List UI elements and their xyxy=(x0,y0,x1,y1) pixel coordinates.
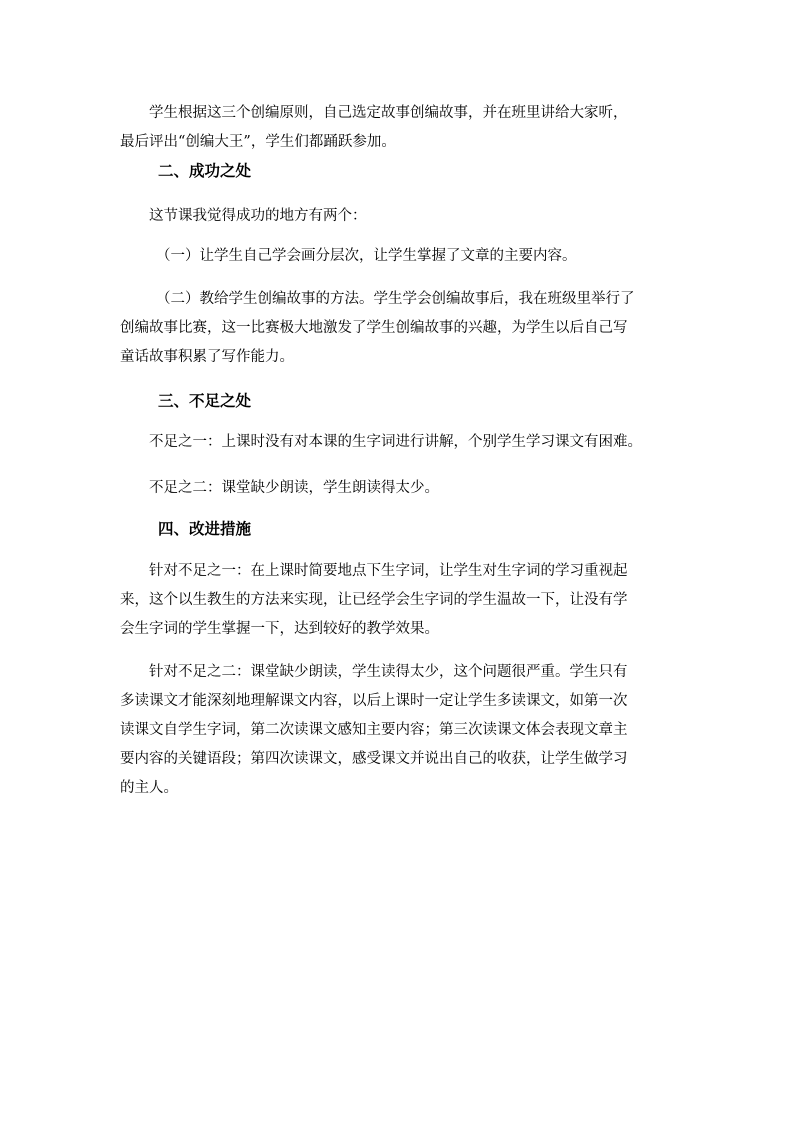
paragraph-line: 创编故事比赛，这一比赛极大地激发了学生创编故事的兴趣，为学生以后自己写 xyxy=(120,320,628,336)
paragraph-line: （一）让学生自己学会画分层次，让学生掌握了文章的主要内容。 xyxy=(156,248,577,264)
paragraph-line: （二）教给学生创编故事的方法。学生学会创编故事后，我在班级里举行了 xyxy=(156,291,635,307)
section-heading-success: 二、成功之处 xyxy=(158,161,252,180)
paragraph-2 xyxy=(120,202,685,231)
paragraph-line: 读课文自学生字词，第二次读课文感知主要内容；第三次读课文体会表现文章主 xyxy=(120,722,628,738)
paragraph-line: 针对不足之二：课堂缺少朗读，学生读得太少，这个问题很严重。学生只有 xyxy=(149,664,628,680)
section-heading-shortcomings: 三、不足之处 xyxy=(158,391,252,410)
paragraph-line: 童话故事积累了写作能力。 xyxy=(120,349,294,365)
paragraph-4 xyxy=(120,285,685,372)
paragraph-6 xyxy=(120,474,685,503)
paragraph-7 xyxy=(120,557,685,644)
paragraph-5 xyxy=(120,428,685,457)
paragraph-line: 最后评出“创编大王”，学生们都踊跃参加。 xyxy=(120,134,396,150)
paragraph-line: 多读课文才能深刻地理解课文内容，以后上课时一定让学生多读课文，如第一次 xyxy=(120,693,628,709)
paragraph-line: 来，这个以生教生的方法来实现，让已经学会生字词的学生温故一下，让没有学 xyxy=(120,592,628,608)
paragraph-line: 不足之二：课堂缺少朗读，学生朗读得太少。 xyxy=(149,480,439,496)
paragraph-1 xyxy=(120,99,685,157)
paragraph-line: 会生字词的学生掌握一下，达到较好的教学效果。 xyxy=(120,621,439,637)
paragraph-line: 不足之一：上课时没有对本课的生字词进行讲解，个别学生学习课文有困难。 xyxy=(149,434,642,450)
paragraph-line: 学生根据这三个创编原则，自己选定故事创编故事，并在班里讲给大家听， xyxy=(149,105,628,121)
section-heading-improvements: 四、改进措施 xyxy=(158,519,252,538)
paragraph-line: 的主人。 xyxy=(120,780,178,796)
paragraph-line: 针对不足之一：在上课时简要地点下生字词，让学生对生字词的学习重视起 xyxy=(149,563,628,579)
paragraph-8 xyxy=(120,658,685,803)
paragraph-line: 要内容的关键语段；第四次读课文，感受课文并说出自己的收获，让学生做学习 xyxy=(120,751,628,767)
paragraph-3 xyxy=(120,242,685,271)
paragraph-line: 这节课我觉得成功的地方有两个： xyxy=(149,208,367,224)
